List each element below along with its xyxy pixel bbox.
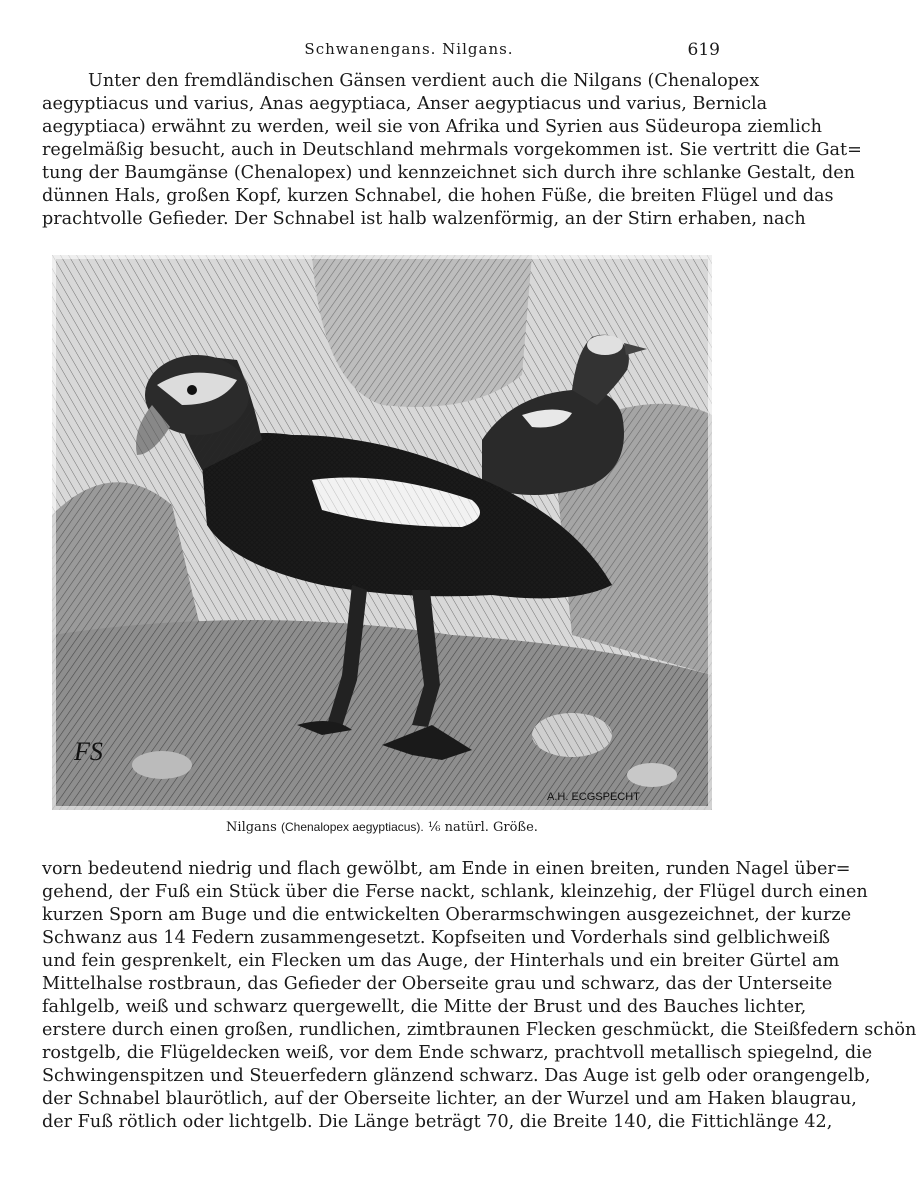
text-line: erstere durch einen großen, rundlichen, zimtbraunen Flecken geschmückt, die Steißfedern schön (42, 1020, 916, 1040)
figure-caption (52, 820, 712, 835)
text-line: gehend, der Fuß ein Stück über die Ferse nackt, schlank, kleinzehig, der Flügel durch einen (42, 882, 868, 902)
text-line: Schwingenspitzen und Steuerfedern glänzend schwarz. Das Auge ist gelb oder orangengelb, (42, 1066, 871, 1086)
text-line: tung der Baumgänse (Chenalopex) und kennzeichnet sich durch ihre schlanke Gestalt, den (42, 163, 855, 183)
text-line: rostgelb, die Flügeldecken weiß, vor dem Ende schwarz, prachtvoll metallisch spiegelnd, die (42, 1043, 873, 1063)
text-line: Schwanz aus 14 Federn zusammengesetzt. Kopfseiten und Vorderhals sind gelblichweiß (42, 928, 830, 948)
text-line: und fein gesprenkelt, ein Flecken um das Auge, der Hinterhals und ein breiter Gürtel am (42, 951, 840, 971)
text-line: aegyptiaca) erwähnt zu werden, weil sie von Afrika und Syrien aus Südeuropa ziemlich (42, 117, 822, 137)
text-line: vorn bedeutend niedrig und flach gewölbt, am Ende in einen breiten, runden Nagel über= (42, 859, 851, 879)
text-line: regelmäßig besucht, auch in Deutschland mehrmals vorgekommen ist. Sie vertritt die Gat= (42, 140, 862, 160)
caption-scale: ¹⁄₆ natürl. Größe. (427, 820, 538, 835)
text-line: aegyptiacus und varius, Anas aegyptiaca, Anser aegyptiacus und varius, Bernicla (42, 94, 768, 114)
running-head: Schwanengans. Nilgans. (304, 40, 514, 58)
paragraph-description (42, 858, 916, 1134)
artist-monogram: FS (74, 737, 103, 766)
caption-latin: (Chenalopex aegyptiacus). (281, 820, 424, 834)
caption-prefix: Nilgans (226, 820, 277, 835)
page-header (98, 40, 720, 62)
engraver-signature: A.H. ECGSPECHT (547, 791, 640, 803)
page-number: 619 (687, 40, 720, 60)
text-line: prachtvolle Gefieder. Der Schnabel ist halb walzenförmig, an der Stirn erhaben, nach (42, 209, 806, 229)
text-line: dünnen Hals, großen Kopf, kurzen Schnabel, die hohen Füße, die breiten Flügel und das (42, 186, 834, 206)
paragraph-intro (42, 70, 862, 231)
text-line: der Fuß rötlich oder lichtgelb. Die Länge beträgt 70, die Breite 140, die Fittichlänge 42, (42, 1112, 833, 1132)
text-line: fahlgelb, weiß und schwarz quergewellt, die Mitte der Brust und des Bauches lichter, (42, 997, 807, 1017)
text-line: Unter den fremdländischen Gänsen verdient auch die Nilgans (Chenalopex (88, 71, 760, 91)
nile-goose-engraving (52, 255, 712, 810)
text-line: kurzen Sporn am Buge und die entwickelten Oberarmschwingen ausgezeichnet, der kurze (42, 905, 852, 925)
text-line: der Schnabel blaurötlich, auf der Oberseite lichter, an der Wurzel und am Haken blaugrau, (42, 1089, 857, 1109)
text-line: Mittelhalse rostbraun, das Gefieder der Oberseite grau und schwarz, das der Unterseite (42, 974, 833, 994)
